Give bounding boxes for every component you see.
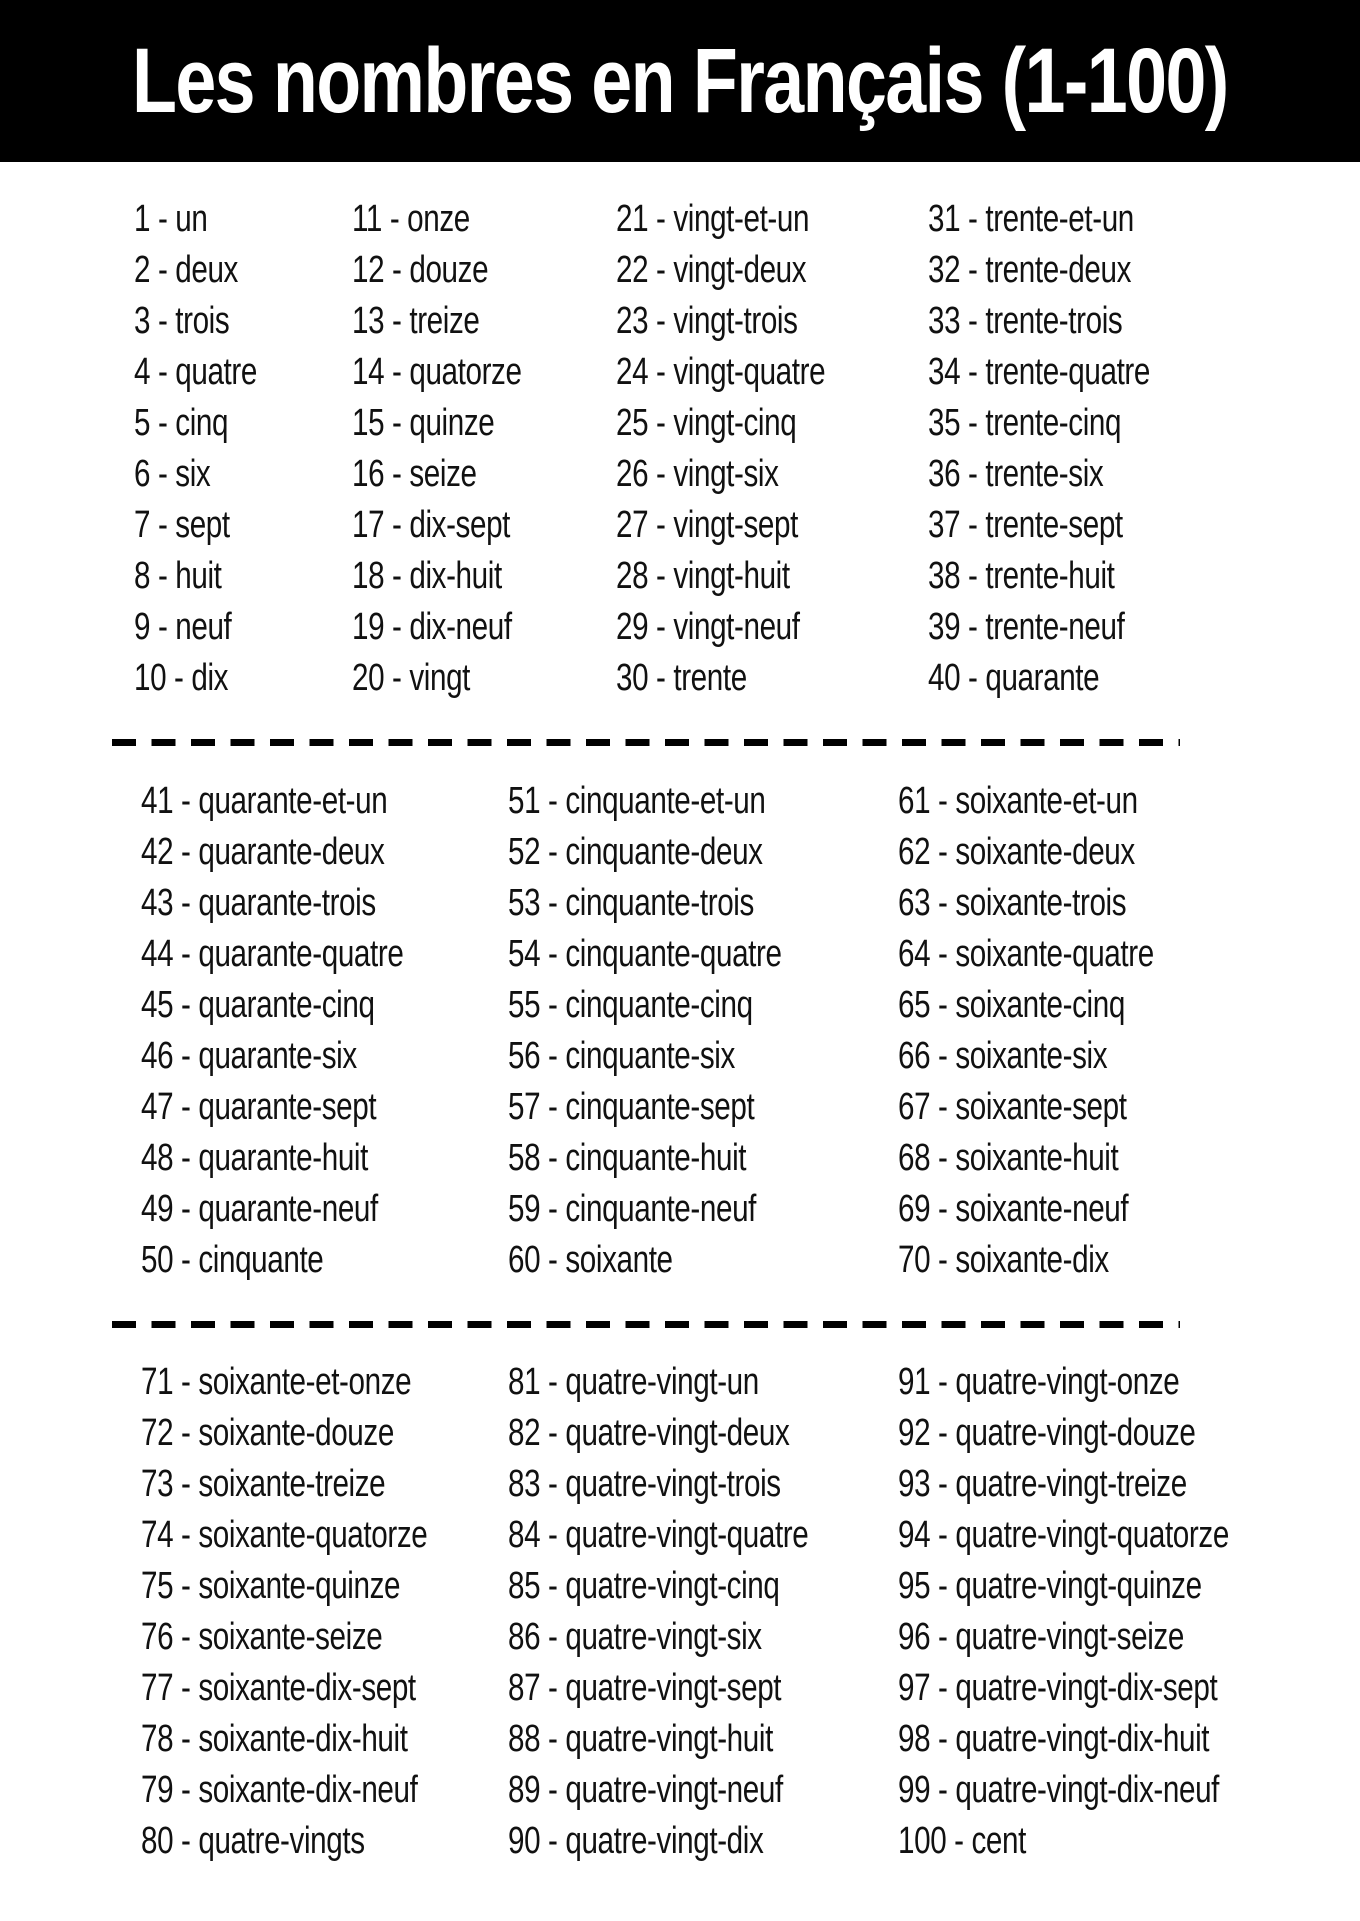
number-item: 37 - trente-sept: [928, 504, 1123, 546]
number-item: 8 - huit: [134, 555, 222, 597]
number-column-1: [134, 194, 292, 704]
number-item: 25 - vingt-cinq: [616, 402, 797, 444]
number-item: 12 - douze: [352, 249, 489, 291]
number-item: 96 - quatre-vingt-seize: [898, 1616, 1184, 1658]
number-item: 5 - cinq: [134, 402, 229, 444]
number-item: 19 - dix-neuf: [352, 606, 512, 648]
number-column-2: [352, 194, 569, 704]
number-item: 56 - cinquante-six: [508, 1035, 735, 1077]
number-item: 72 - soixante-douze: [141, 1412, 394, 1454]
number-item: 70 - soixante-dix: [898, 1239, 1109, 1281]
number-item: 99 - quatre-vingt-dix-neuf: [898, 1769, 1220, 1811]
number-item: 7 - sept: [134, 504, 230, 546]
number-item: 58 - cinquante-huit: [508, 1137, 747, 1179]
number-item: 66 - soixante-six: [898, 1035, 1108, 1077]
number-item: 59 - cinquante-neuf: [508, 1188, 757, 1230]
number-item: 14 - quatorze: [352, 351, 522, 393]
number-item: 46 - quarante-six: [141, 1035, 357, 1077]
dashed-divider: [112, 1321, 1180, 1328]
number-item: 57 - cinquante-sept: [508, 1086, 755, 1128]
number-item: 77 - soixante-dix-sept: [141, 1667, 416, 1709]
number-item: 95 - quatre-vingt-quinze: [898, 1565, 1202, 1607]
number-item: 45 - quarante-cinq: [141, 984, 375, 1026]
number-item: 92 - quatre-vingt-douze: [898, 1412, 1196, 1454]
number-item: 10 - dix: [134, 657, 229, 699]
number-item: 82 - quatre-vingt-deux: [508, 1412, 790, 1454]
number-column-1: [141, 776, 477, 1286]
number-item: 62 - soixante-deux: [898, 831, 1135, 873]
number-item: 71 - soixante-et-onze: [141, 1361, 412, 1403]
number-item: 47 - quarante-sept: [141, 1086, 377, 1128]
number-column-1: [141, 1357, 508, 1867]
number-item: 94 - quatre-vingt-quatorze: [898, 1514, 1229, 1556]
number-item: 22 - vingt-deux: [616, 249, 807, 291]
dashed-divider: [112, 739, 1180, 746]
number-item: 63 - soixante-trois: [898, 882, 1127, 924]
number-item: 42 - quarante-deux: [141, 831, 385, 873]
number-item: 36 - trente-six: [928, 453, 1104, 495]
number-item: 17 - dix-sept: [352, 504, 511, 546]
number-item: 39 - trente-neuf: [928, 606, 1125, 648]
number-item: 29 - vingt-neuf: [616, 606, 800, 648]
number-column-4: [928, 194, 1213, 704]
number-item: 43 - quarante-trois: [141, 882, 376, 924]
number-item: 53 - cinquante-trois: [508, 882, 754, 924]
page-title: Les nombres en Français (1-100): [132, 29, 1228, 132]
number-item: 15 - quinze: [352, 402, 495, 444]
number-item: 75 - soixante-quinze: [141, 1565, 401, 1607]
number-item: 55 - cinquante-cinq: [508, 984, 753, 1026]
number-item: 80 - quatre-vingts: [141, 1820, 365, 1862]
number-item: 50 - cinquante: [141, 1239, 324, 1281]
number-item: 38 - trente-huit: [928, 555, 1115, 597]
title-banner: [0, 0, 1360, 162]
number-column-3: [898, 776, 1226, 1286]
number-item: 28 - vingt-huit: [616, 555, 790, 597]
number-item: 9 - neuf: [134, 606, 232, 648]
number-item: 23 - vingt-trois: [616, 300, 798, 342]
number-item: 73 - soixante-treize: [141, 1463, 386, 1505]
number-item: 86 - quatre-vingt-six: [508, 1616, 762, 1658]
number-column-2: [508, 776, 859, 1286]
number-item: 3 - trois: [134, 300, 230, 342]
number-column-3: [616, 194, 884, 704]
number-item: 16 - seize: [352, 453, 477, 495]
number-item: 40 - quarante: [928, 657, 1100, 699]
number-item: 48 - quarante-huit: [141, 1137, 368, 1179]
number-item: 4 - quatre: [134, 351, 257, 393]
number-item: 65 - soixante-cinq: [898, 984, 1125, 1026]
number-item: 78 - soixante-dix-huit: [141, 1718, 408, 1760]
number-item: 97 - quatre-vingt-dix-sept: [898, 1667, 1218, 1709]
number-item: 20 - vingt: [352, 657, 471, 699]
number-column-3: [898, 1357, 1322, 1867]
number-item: 30 - trente: [616, 657, 747, 699]
number-item: 21 - vingt-et-un: [616, 198, 810, 240]
number-item: 31 - trente-et-un: [928, 198, 1134, 240]
number-item: 79 - soixante-dix-neuf: [141, 1769, 418, 1811]
number-item: 13 - treize: [352, 300, 480, 342]
number-item: 60 - soixante: [508, 1239, 673, 1281]
number-item: 83 - quatre-vingt-trois: [508, 1463, 781, 1505]
number-item: 44 - quarante-quatre: [141, 933, 404, 975]
number-item: 54 - cinquante-quatre: [508, 933, 782, 975]
number-item: 41 - quarante-et-un: [141, 780, 388, 822]
number-item: 51 - cinquante-et-un: [508, 780, 766, 822]
number-item: 84 - quatre-vingt-quatre: [508, 1514, 809, 1556]
number-item: 33 - trente-trois: [928, 300, 1123, 342]
number-item: 81 - quatre-vingt-un: [508, 1361, 759, 1403]
number-item: 76 - soixante-seize: [141, 1616, 383, 1658]
number-column-2: [508, 1357, 893, 1867]
number-item: 98 - quatre-vingt-dix-huit: [898, 1718, 1210, 1760]
number-item: 67 - soixante-sept: [898, 1086, 1127, 1128]
number-item: 6 - six: [134, 453, 211, 495]
number-item: 27 - vingt-sept: [616, 504, 798, 546]
number-item: 91 - quatre-vingt-onze: [898, 1361, 1180, 1403]
number-item: 2 - deux: [134, 249, 238, 291]
number-item: 18 - dix-huit: [352, 555, 502, 597]
number-item: 52 - cinquante-deux: [508, 831, 763, 873]
number-item: 100 - cent: [898, 1820, 1026, 1862]
number-item: 24 - vingt-quatre: [616, 351, 826, 393]
number-item: 74 - soixante-quatorze: [141, 1514, 428, 1556]
number-item: 90 - quatre-vingt-dix: [508, 1820, 764, 1862]
number-item: 87 - quatre-vingt-sept: [508, 1667, 782, 1709]
number-item: 68 - soixante-huit: [898, 1137, 1119, 1179]
number-item: 32 - trente-deux: [928, 249, 1132, 291]
number-item: 61 - soixante-et-un: [898, 780, 1138, 822]
number-item: 88 - quatre-vingt-huit: [508, 1718, 773, 1760]
number-item: 1 - un: [134, 198, 208, 240]
number-item: 89 - quatre-vingt-neuf: [508, 1769, 783, 1811]
number-item: 85 - quatre-vingt-cinq: [508, 1565, 780, 1607]
number-item: 49 - quarante-neuf: [141, 1188, 378, 1230]
number-item: 26 - vingt-six: [616, 453, 779, 495]
number-item: 64 - soixante-quatre: [898, 933, 1154, 975]
number-item: 93 - quatre-vingt-treize: [898, 1463, 1187, 1505]
number-item: 35 - trente-cinq: [928, 402, 1122, 444]
number-item: 11 - onze: [352, 198, 470, 240]
number-item: 34 - trente-quatre: [928, 351, 1150, 393]
number-item: 69 - soixante-neuf: [898, 1188, 1129, 1230]
